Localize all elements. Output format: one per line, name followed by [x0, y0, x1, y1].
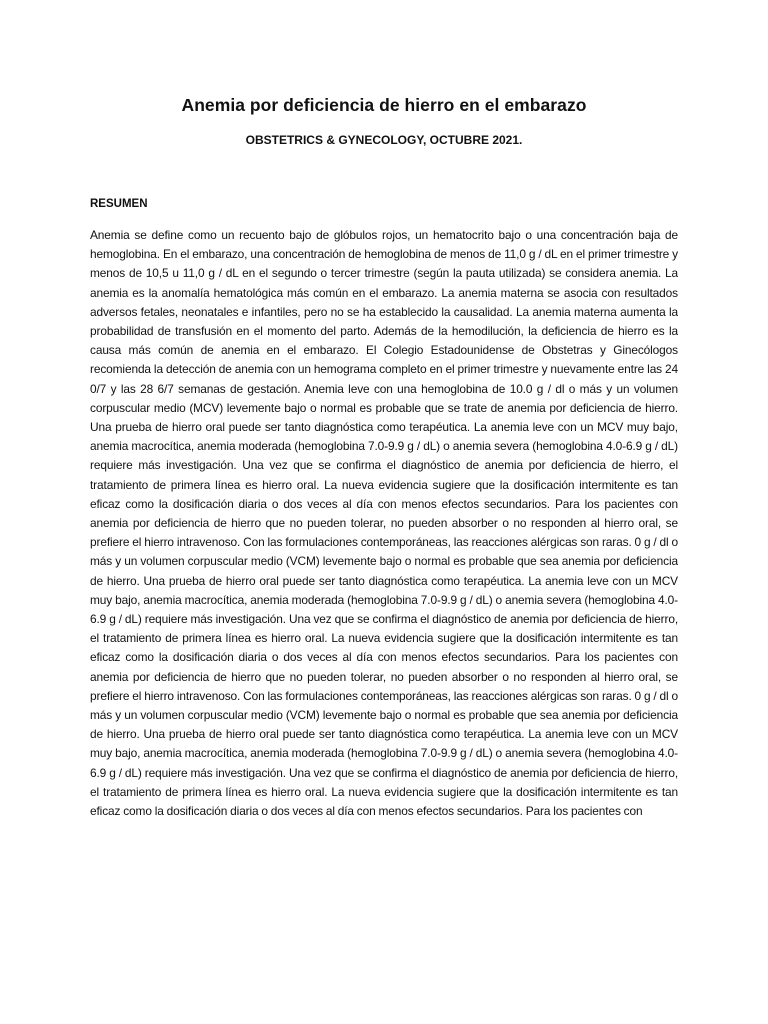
document-title: Anemia por deficiencia de hierro en el embarazo	[181, 95, 587, 115]
section-heading-resumen: RESUMEN	[90, 198, 148, 210]
abstract-paragraph: Anemia se define como un recuento bajo de glóbulos rojos, un hematocrito bajo o una concentración baja de hemoglobina. En el embarazo, una concentración de hemoglobina de menos de 11,0 g / dL en el primer trimestre y menos de 10,5 u 11,0 g / dL en el segundo o tercer trimestre (según la pauta utilizada) se considera anemia. La anemia es la anomalía hematológica más común en el embarazo. La anemia materna se asocia con resultados adversos fetales, neonatales e infantiles, pero no se ha establecido la causalidad. La anemia materna aumenta la probabilidad de transfusión en el momento del parto. Además de la hemodilución, la deficiencia de hierro es la causa más común de anemia en el embarazo. El Colegio Estadounidense de Obstetras y Ginecólogos recomienda la detección de anemia con un hemograma completo en el primer trimestre y nuevamente entre las 24 0/7 y las 28 6/7 semanas de gestación. Anemia leve con una hemoglobina de 10.0 g / dl o más y un volumen corpuscular medio (MCV) levemente bajo o normal es probable que se trate de anemia por deficiencia de hierro. Una prueba de hierro oral puede ser tanto diagnóstica como terapéutica. La anemia leve con un MCV muy bajo, anemia macrocítica, anemia moderada (hemoglobina 7.0-9.9 g / dL) o anemia severa (hemoglobina 4.0-6.9 g / dL) requiere más investigación. Una vez que se confirma el diagnóstico de anemia por deficiencia de hierro, el tratamiento de primera línea es hierro oral. La nueva evidencia sugiere que la dosificación intermitente es tan eficaz como la dosificación diaria o dos veces al día con menos efectos secundarios. Para los pacientes con anemia por deficiencia de hierro que no pueden tolerar, no pueden absorber o no responden al hierro oral, se prefiere el hierro intravenoso. Con las formulaciones contemporáneas, las reacciones alérgicas son raras. 0 g / dl o más y un volumen corpuscular medio (VCM) levemente bajo o normal es probable que sea anemia por deficiencia de hierro. Una prueba de hierro oral puede ser tanto diagnóstica como terapéutica. La anemia leve con un MCV muy bajo, anemia macrocítica, anemia moderada (hemoglobina 7.0-9.9 g / dL) o anemia severa (hemoglobina 4.0-6.9 g / dL) requiere más investigación. Una vez que se confirma el diagnóstico de anemia por deficiencia de hierro, el tratamiento de primera línea es hierro oral. La nueva evidencia sugiere que la dosificación intermitente es tan eficaz como la dosificación diaria o dos veces al día con menos efectos secundarios. Para los pacientes con anemia por deficiencia de hierro que no pueden tolerar, no pueden absorber o no responden al hierro oral, se prefiere el hierro intravenoso. Con las formulaciones contemporáneas, las reacciones alérgicas son raras. 0 g / dl o más y un volumen corpuscular medio (VCM) levemente bajo o normal es probable que sea anemia por deficiencia de hierro. Una prueba de hierro oral puede ser tanto diagnóstica como terapéutica. La anemia leve con un MCV muy bajo, anemia macrocítica, anemia moderada (hemoglobina 7.0-9.9 g / dL) o anemia severa (hemoglobina 4.0-6.9 g / dL) requiere más investigación. Una vez que se confirma el diagnóstico de anemia por deficiencia de hierro, el tratamiento de primera línea es hierro oral. La nueva evidencia sugiere que la dosificación intermitente es tan eficaz como la dosificación diaria o dos veces al día con menos efectos secundarios. Para los pacientes con	[90, 228, 678, 819]
journal-citation: OBSTETRICS & GYNECOLOGY, OCTUBRE 2021.	[245, 133, 523, 147]
